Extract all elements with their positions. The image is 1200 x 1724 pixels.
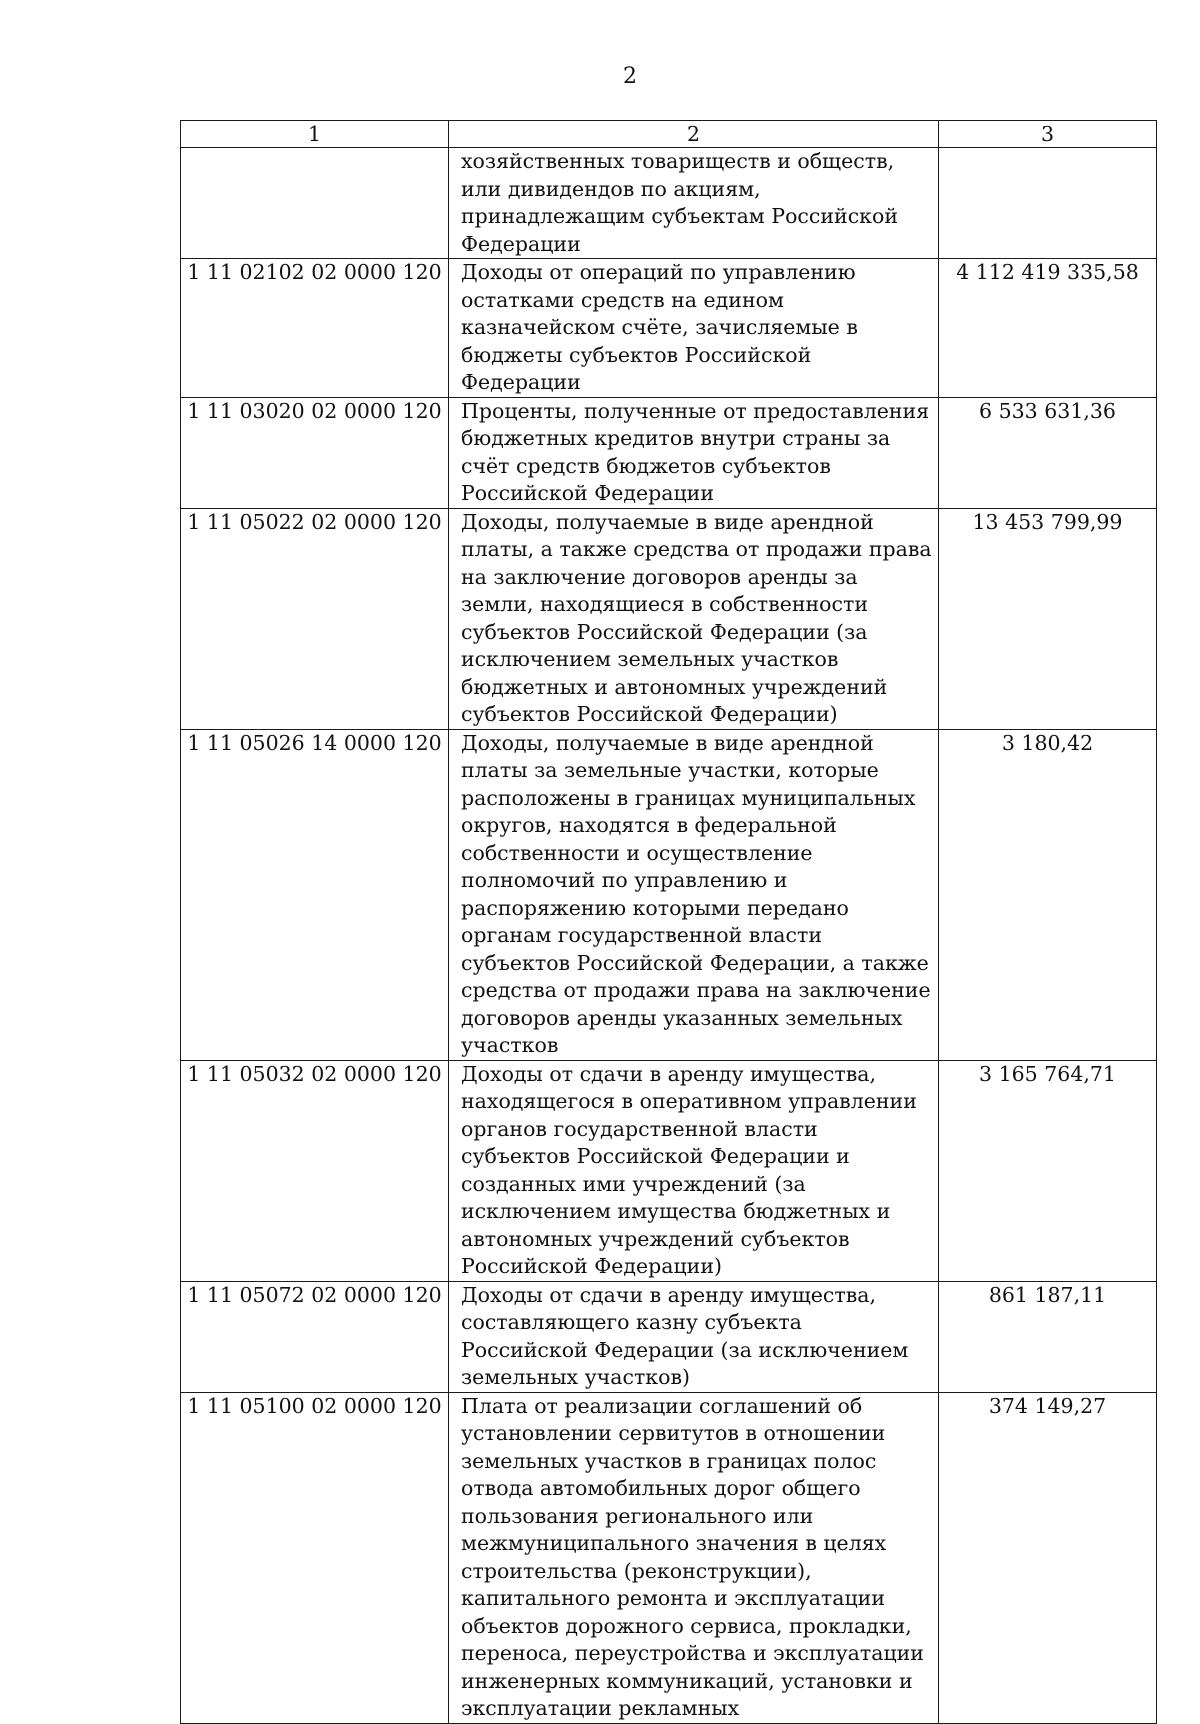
row-amount: 4 112 419 335,58 [939,259,1157,398]
table-row [181,259,1157,398]
row-amount: 374 149,27 [939,1392,1157,1723]
row-code: 1 11 03020 02 0000 120 [181,397,449,508]
revenue-table [180,120,1157,1724]
row-code: 1 11 02102 02 0000 120 [181,259,449,398]
row-name: Доходы от сдачи в аренду имущества, находящегося в оперативном управлении органов государственной власти субъектов Российской Федерации и созданных ими учреждений (за исключением имущества бюджетных и автономных учреждений субъектов Российской Федерации) [449,1060,939,1281]
row-code: 1 11 05026 14 0000 120 [181,729,449,1060]
table-row [181,508,1157,729]
column-header-name: 2 [449,121,939,148]
table-row [181,729,1157,1060]
row-amount: 3 165 764,71 [939,1060,1157,1281]
row-amount: 13 453 799,99 [939,508,1157,729]
row-name: Доходы, получаемые в виде арендной платы за земельные участки, которые расположены в границах муниципальных округов, находятся в федеральной собственности и осуществление полномочий по управлению и распоряжению которыми передано органам государственной власти субъектов Российской Федерации, а также средства от продажи права на заключение договоров аренды указанных земельных участков [449,729,939,1060]
row-amount: 3 180,42 [939,729,1157,1060]
row-code: 1 11 05072 02 0000 120 [181,1281,449,1392]
table-header-row [181,121,1157,148]
row-code: 1 11 05022 02 0000 120 [181,508,449,729]
row-code: 1 11 05100 02 0000 120 [181,1392,449,1723]
table-row [181,397,1157,508]
table-row [181,1060,1157,1281]
row-name: Плата от реализации соглашений об установлении сервитутов в отношении земельных участков в границах полос отвода автомобильных дорог общего пользования регионального или межмуниципального значения в целях строительства (реконструкции), капитального ремонта и эксплуатации объектов дорожного сервиса, прокладки, переноса, переустройства и эксплуатации инженерных коммуникаций, установки и эксплуатации рекламных [449,1392,939,1723]
page-number: 2 [623,64,637,89]
row-name: Доходы от сдачи в аренду имущества, составляющего казну субъекта Российской Федерации (за исключением земельных участков) [449,1281,939,1392]
row-name: Проценты, полученные от предоставления бюджетных кредитов внутри страны за счёт средств бюджетов субъектов Российской Федерации [449,397,939,508]
row-amount: 861 187,11 [939,1281,1157,1392]
row-name: Доходы, получаемые в виде арендной платы, а также средства от продажи права на заключение договоров аренды за земли, находящиеся в собственности субъектов Российской Федерации (за исключением земельных участков бюджетных и автономных учреждений субъектов Российской Федерации) [449,508,939,729]
table-row [181,1392,1157,1723]
row-amount: 6 533 631,36 [939,397,1157,508]
row-name: хозяйственных товариществ и обществ, или дивидендов по акциям, принадлежащим субъектам Российской Федерации [449,148,939,259]
row-code [181,148,449,259]
column-header-amount: 3 [939,121,1157,148]
table-row [181,1281,1157,1392]
row-amount [939,148,1157,259]
row-name: Доходы от операций по управлению остатками средств на едином казначейском счёте, зачисляемые в бюджеты субъектов Российской Федерации [449,259,939,398]
row-code: 1 11 05032 02 0000 120 [181,1060,449,1281]
column-header-code: 1 [181,121,449,148]
table-row [181,148,1157,259]
